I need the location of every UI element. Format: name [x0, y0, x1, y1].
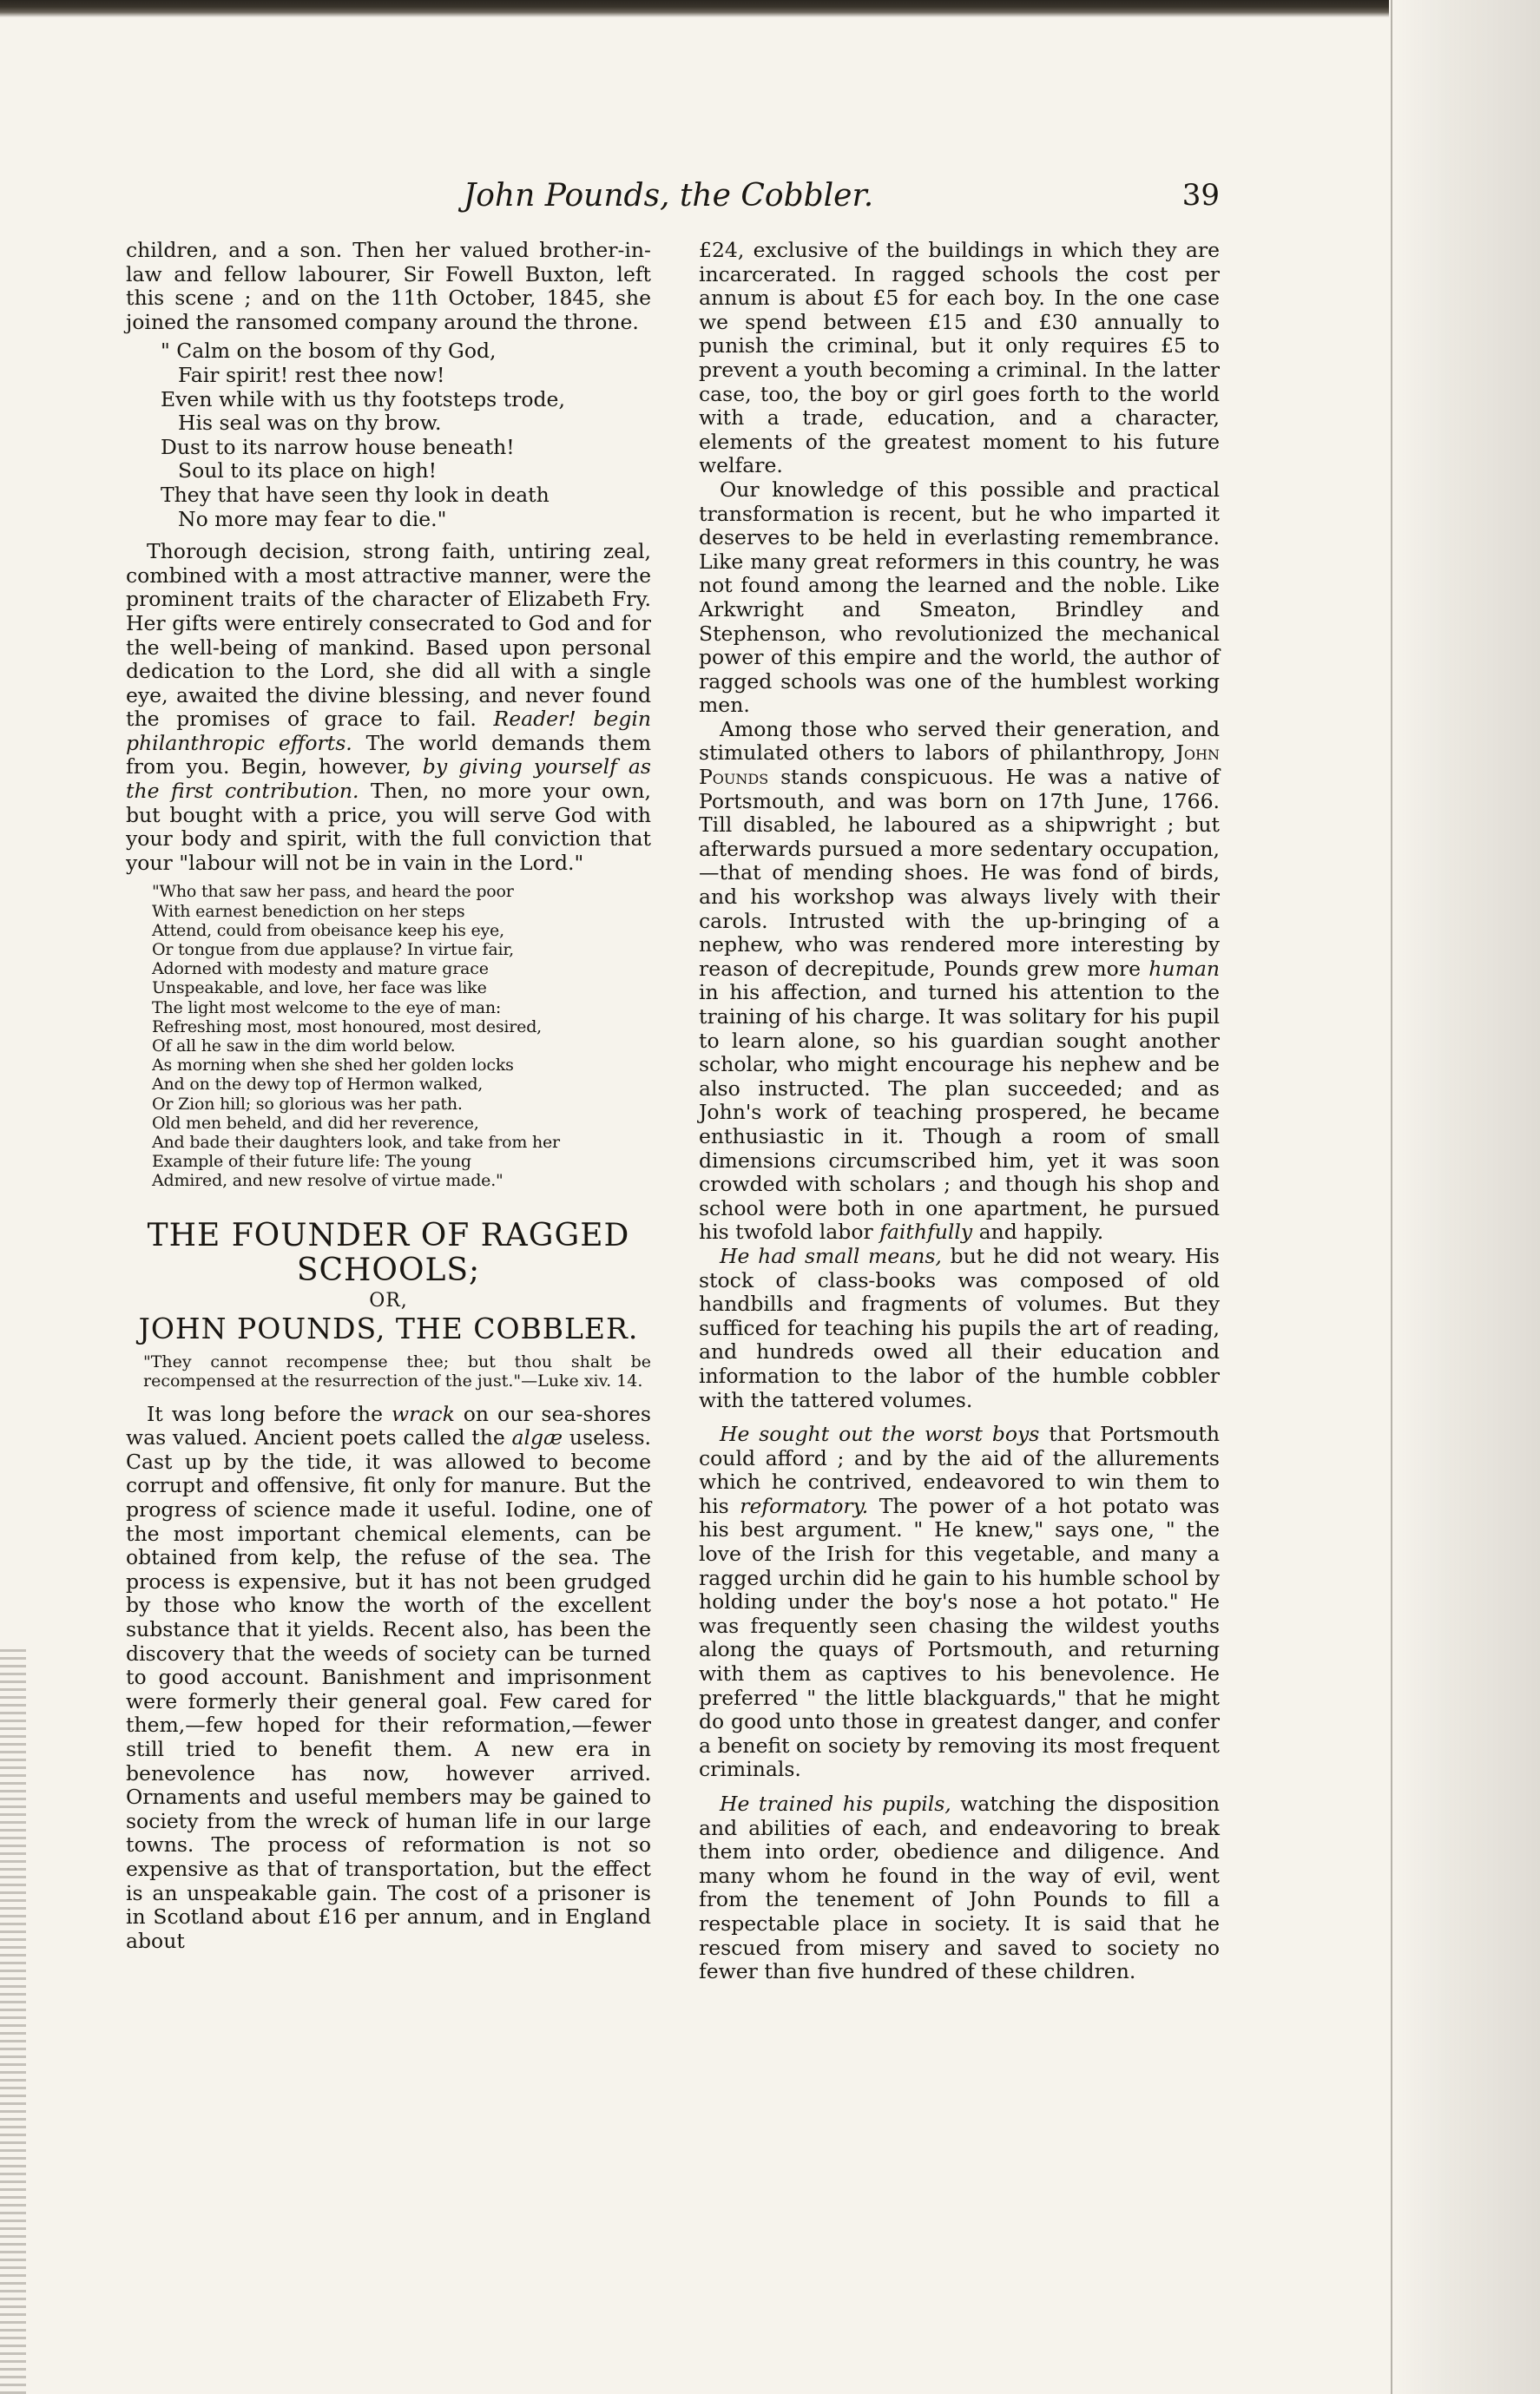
italic-run: Reader! begin philanthropic efforts. [126, 707, 652, 755]
article-heading-line-3: JOHN POUNDS, THE COBBLER. [138, 1311, 639, 1345]
paragraph: Our knowledge of this possible and practical transformation is recent, but he who imparted it deserves to be held in everlasting remembrance. Like many great reformers in this country, he was not found among the learned and the noble. Like Arkwright and Smeaton, Brindley and Stephenson, who revolutionized the mechanical power of this empire and the world, the author of ragged schools was one of the humblest working men. [699, 477, 1220, 718]
page-edge-mark [0, 1649, 26, 2394]
text-run: that Portsmouth could afford ; and by the aid of the allurements which he contrived, endeavored to win them to his [699, 1422, 1220, 1518]
poem-line: As morning when she shed her golden locks [152, 1056, 514, 1075]
text-run: stands conspicuous. He was a native of Portsmouth, and was born on 17th June, 1766. Till disabled, he laboured as a shipwright ; but afterwards pursued a more sedentary occupation,—that of mending shoes. He was fond of birds, and his workshop was always lively with their carols. Intrusted with the up-bringing of a nephew, who was rendered more interesting by reason of decrepitude, Pounds grew more [699, 765, 1220, 981]
paragraph [699, 718, 1220, 1245]
poem-line: "Who that saw her pass, and heard the poor [152, 882, 514, 902]
paragraph [699, 1792, 1220, 1984]
poem-line: Fair spirit! rest thee now! [178, 362, 445, 387]
poem-line: Attend, could from obeisance keep his eye, [152, 920, 504, 940]
binding-edge [1391, 0, 1540, 2394]
poem-line: Unspeakable, and love, her face was like [152, 978, 487, 998]
paragraph [126, 540, 651, 875]
article-heading-line-1: THE FOUNDER OF RAGGED [147, 1217, 630, 1253]
paragraph: £24, exclusive of the buildings in which they are incarcerated. In ragged schools the cost per annum is about £5 for each boy. In the one case we spend between £15 and £30 annually to punish the criminal, but it only requires £5 to prevent a youth becoming a criminal. In the latter case, too, the boy or girl goes forth to the world with a trade, education, and a character, elements of the greatest moment to his future welfare. [699, 238, 1220, 478]
paragraph [126, 1403, 651, 1954]
italic-run: wrack [392, 1401, 455, 1426]
italic-run: He had small means, [720, 1243, 942, 1268]
italic-run: human [1148, 956, 1220, 981]
poem-line: With earnest benediction on her steps [152, 901, 465, 921]
poem-line: Dust to its narrow house beneath! [161, 434, 515, 459]
poem-line: Adorned with modesty and mature grace [152, 959, 489, 979]
poem-line: Example of their future life: The young [152, 1152, 471, 1172]
page-number: 39 [1181, 178, 1220, 213]
text-run: Then, no more your own, but bought with a price, you will serve God with your body and spirit, with the full conviction that your "labour will not be in vain in the Lord." [126, 779, 651, 875]
text-run: and happily. [972, 1220, 1104, 1245]
paragraph [699, 1423, 1220, 1782]
small-caps-run: John Pounds [699, 740, 1220, 790]
text-run: The world demands them from you. Begin, however, [126, 730, 652, 779]
text-run: Among those who served their generation, and stimulated others to labors of philanthropy, [699, 716, 1220, 766]
poem-line: Refreshing most, most honoured, most desired, [152, 1016, 543, 1036]
italic-run: by giving yourself as the first contribution. [126, 754, 651, 804]
italic-run: He sought out the worst boys [720, 1422, 1040, 1447]
text-run: but he did not weary. His stock of class-books was composed of old handbills and fragments of volumes. But they sufficed for teaching his pupils the art of reading, and hundreds owed all their education and information to the labor of the humble cobbler with the tattered volumes. [699, 1243, 1220, 1412]
text-run: Thorough decision, strong faith, untiring zeal, combined with a most attractive manner, were the prominent traits of the character of Elizabeth Fry. Her gifts were entirely consecrated to God and for the well-being of mankind. Based upon personal dedication to the Lord, she did all with a single eye, awaited the divine blessing, and never found the promises of grace to fail. [126, 539, 651, 732]
poem-who-that-saw-her [152, 882, 651, 1190]
paragraph: children, and a son. Then her valued brother-in-law and fellow labourer, Sir Fowell Buxton, left this scene ; and on the 11th October, 1845, she joined the ransomed company around the throne. [126, 238, 651, 334]
poem-line: Even while with us thy footsteps trode, [161, 386, 565, 411]
poem-line: Or Zion hill; so glorious was her path. [152, 1094, 463, 1114]
text-run: on our sea-shores was valued. Ancient poets called the [126, 1401, 651, 1450]
poem-line: " Calm on the bosom of thy God, [161, 339, 497, 364]
poem-line: They that have seen thy look in death [161, 482, 550, 507]
poem-line: Or tongue from due applause? In virtue fair, [152, 940, 515, 960]
page-header [126, 178, 1220, 221]
page-top-shadow [0, 0, 1389, 17]
left-column [126, 239, 651, 1953]
poem-line: The light most welcome to the eye of man: [152, 997, 502, 1017]
running-title: John Pounds, the Cobbler. [463, 178, 874, 214]
poem-line: Soul to its place on high! [178, 458, 438, 483]
italic-run: reformatory. [740, 1493, 869, 1518]
text-run: useless. Cast up by the tide, it was allowed to become corrupt and offensive, fit only for manure. But the progress of science made it useful. Iodine, one of the most important chemical elements, can be obtained from kelp, the refuse of the sea. The process is expensive, but it has not been grudged by those who know the worth of the excellent substance that it yields. Recent also, has been the discovery that the weeds of society can be turned to good account. Banishment and imprisonment were formerly their general goal. Few cared for them,—few hoped for their reformation,—fewer still tried to benefit them. A new era in benevolence has now, however arrived. Ornaments and useful members may be gained to society from the wreck of human life in our large towns. The process of reformation is not so expensive as that of transportation, but the effect is an unspeakable gain. The cost of a prisoner is in Scotland about £16 per annum, and in England about [126, 1425, 651, 1953]
poem-line: Admired, and new resolve of virtue made." [152, 1171, 503, 1191]
poem-line: His seal was on thy brow. [178, 411, 442, 436]
text-run: watching the disposition and abilities of each, and endeavoring to break them into order, obedience and diligence. And many whom he found in the way of evil, went from the tenement of John Pounds to fill a respectable place in society. It is said that he rescued from misery and saved to society no fewer than five hundred of these children. [699, 1792, 1220, 1984]
poem-line: Of all he saw in the dim world below. [152, 1036, 456, 1056]
poem-line: And bade their daughters look, and take from her [152, 1133, 560, 1153]
right-column [699, 239, 1220, 1984]
paragraph [699, 1245, 1220, 1412]
poem-line: No more may fear to die." [178, 506, 447, 531]
epigraph: "They cannot recompense thee; but thou shalt be recompensed at the resurrection of the just."—Luke xiv. 14. [143, 1352, 651, 1391]
article-heading-or: OR, [369, 1289, 408, 1312]
italic-run: faithfully [879, 1220, 973, 1245]
text-run: The power of a hot potato was his best argument. " He knew," says one, " the love of the Irish for this vegetable, and many a ragged urchin did he gain to his humble school by holding under the boy's nose a hot potato." He was frequently seen chasing the wildest youths along the quays of Portsmouth, and returning with them as captives to his benevolence. He preferred " the little blackguards," that he might do good unto those in greatest danger, and confer a benefit on society by removing its most frequent criminals. [699, 1493, 1220, 1782]
text-run: It was long before the [147, 1401, 392, 1426]
poem-line: And on the dewy top of Hermon walked, [152, 1075, 484, 1095]
italic-run: He trained his pupils, [720, 1792, 951, 1816]
text-run: in his affection, and turned his attention to the training of his charge. It was solitary for his pupil to learn alone, so his guardian sought another scholar, who might encourage his nephew and be also instructed. The plan succeeded; and as John's work of teaching prospered, he became enthusiastic in it. Though a room of small dimensions circumscribed him, yet it was soon crowded with scholars ; and though his shop and school were both in one apartment, he pursued his twofold labor [699, 980, 1220, 1245]
italic-run: algæ [511, 1425, 563, 1450]
article-heading-line-2: SCHOOLS; [296, 1252, 481, 1288]
poem-line: Old men beheld, and did her reverence, [152, 1113, 479, 1133]
poem-calm-on-the-bosom [161, 339, 651, 531]
